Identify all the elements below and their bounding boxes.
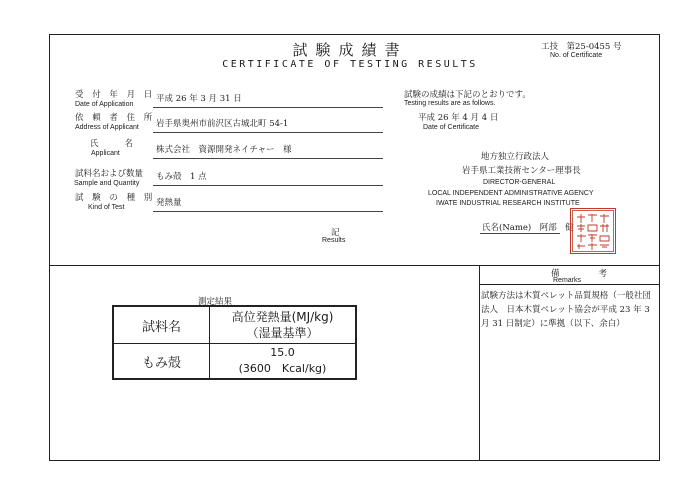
value-line1: 15.0 bbox=[270, 346, 295, 359]
kind-underline bbox=[153, 211, 383, 212]
director-en: DIRECTOR-GENERAL bbox=[483, 179, 556, 186]
kind-value: 発熱量 bbox=[156, 198, 182, 208]
results-caption: 測定結果 bbox=[198, 297, 233, 307]
institute-en: IWATE INDUSTRIAL RESEARCH INSTITUTE bbox=[436, 200, 580, 207]
value-line2: (3600 Kcal/kg) bbox=[238, 362, 327, 375]
date-label: 受 付 年 月 日 bbox=[75, 90, 156, 100]
address-label: 依 頼 者 住 所 bbox=[75, 113, 156, 123]
kind-label: 試 験 の 種 別 bbox=[75, 193, 156, 203]
certificate-date-label: Date of Certificate bbox=[423, 124, 480, 131]
address-label-en: Address of Applicant bbox=[75, 124, 139, 131]
org-jp: 地方独立行政法人 bbox=[481, 152, 550, 162]
results-heading-jp: 記 bbox=[331, 228, 340, 238]
certificate-date: 平成 26 年 4 月 4 日 bbox=[418, 113, 499, 123]
date-label-en: Date of Application bbox=[75, 101, 134, 108]
value-cell bbox=[210, 344, 357, 380]
date-value: 平成 26 年 3 月 31 日 bbox=[156, 94, 242, 104]
kind-label-en: Kind of Test bbox=[88, 204, 125, 211]
statement-en: Testing results are as follows. bbox=[404, 100, 496, 107]
table-row bbox=[113, 306, 356, 344]
applicant-name: 株式会社 資源開発ネイチャー 様 bbox=[156, 145, 292, 155]
address-underline bbox=[153, 132, 383, 133]
certificate-number: 工技 第25-0455 号 bbox=[541, 42, 622, 52]
name-underline bbox=[153, 158, 383, 159]
table-row bbox=[113, 344, 356, 380]
remarks-header-line bbox=[479, 284, 660, 285]
value-header bbox=[210, 306, 357, 344]
name-label-en: Applicant bbox=[91, 150, 120, 157]
name-label: 氏 名 bbox=[90, 139, 137, 149]
sample-label-en: Sample and Quantity bbox=[74, 180, 140, 187]
statement-jp: 試験の成績は下記のとおりです。 bbox=[404, 90, 531, 100]
remarks-text: 試験方法は木質ペレット品質規格（一般社団法人 日本木質ペレット協会が平成 23 年 3 月 31 日制定）に準拠（以下、余白） bbox=[481, 291, 651, 329]
results-heading-en: Results bbox=[322, 237, 346, 244]
divider-remarks bbox=[479, 265, 480, 461]
value-header-line2: （湿量基準） bbox=[246, 326, 319, 340]
remarks-heading-en: Remarks bbox=[553, 277, 582, 284]
results-table bbox=[112, 305, 357, 380]
remarks-heading-jp: 備 考 bbox=[551, 269, 609, 279]
sample-label: 試料名および数量 bbox=[75, 169, 144, 179]
divider-results bbox=[49, 265, 660, 266]
director-name: 氏名(Name) 阿部 健 bbox=[482, 223, 574, 233]
sample-value: もみ殻 1 点 bbox=[156, 172, 207, 182]
agency-en: LOCAL INDEPENDENT ADMINISTRATIVE AGENCY bbox=[428, 190, 594, 197]
page-title: 試験成績書 bbox=[292, 41, 408, 59]
address-value: 岩手県奥州市前沢区古城北町 54-1 bbox=[156, 119, 289, 129]
sample-underline bbox=[153, 185, 383, 186]
date-underline bbox=[153, 107, 383, 108]
seal-graphic bbox=[571, 209, 615, 253]
signature-line bbox=[480, 233, 560, 234]
sample-cell: もみ殻 bbox=[113, 344, 210, 380]
page-subtitle: CERTIFICATE OF TESTING RESULTS bbox=[222, 59, 478, 70]
certificate-number-label: No. of Certificate bbox=[550, 52, 603, 59]
official-seal bbox=[570, 208, 616, 254]
sample-header: 試料名 bbox=[113, 306, 210, 344]
director-jp: 岩手県工業技術センター理事長 bbox=[462, 166, 581, 176]
value-header-line1: 高位発熱量(MJ/kg) bbox=[231, 310, 334, 324]
